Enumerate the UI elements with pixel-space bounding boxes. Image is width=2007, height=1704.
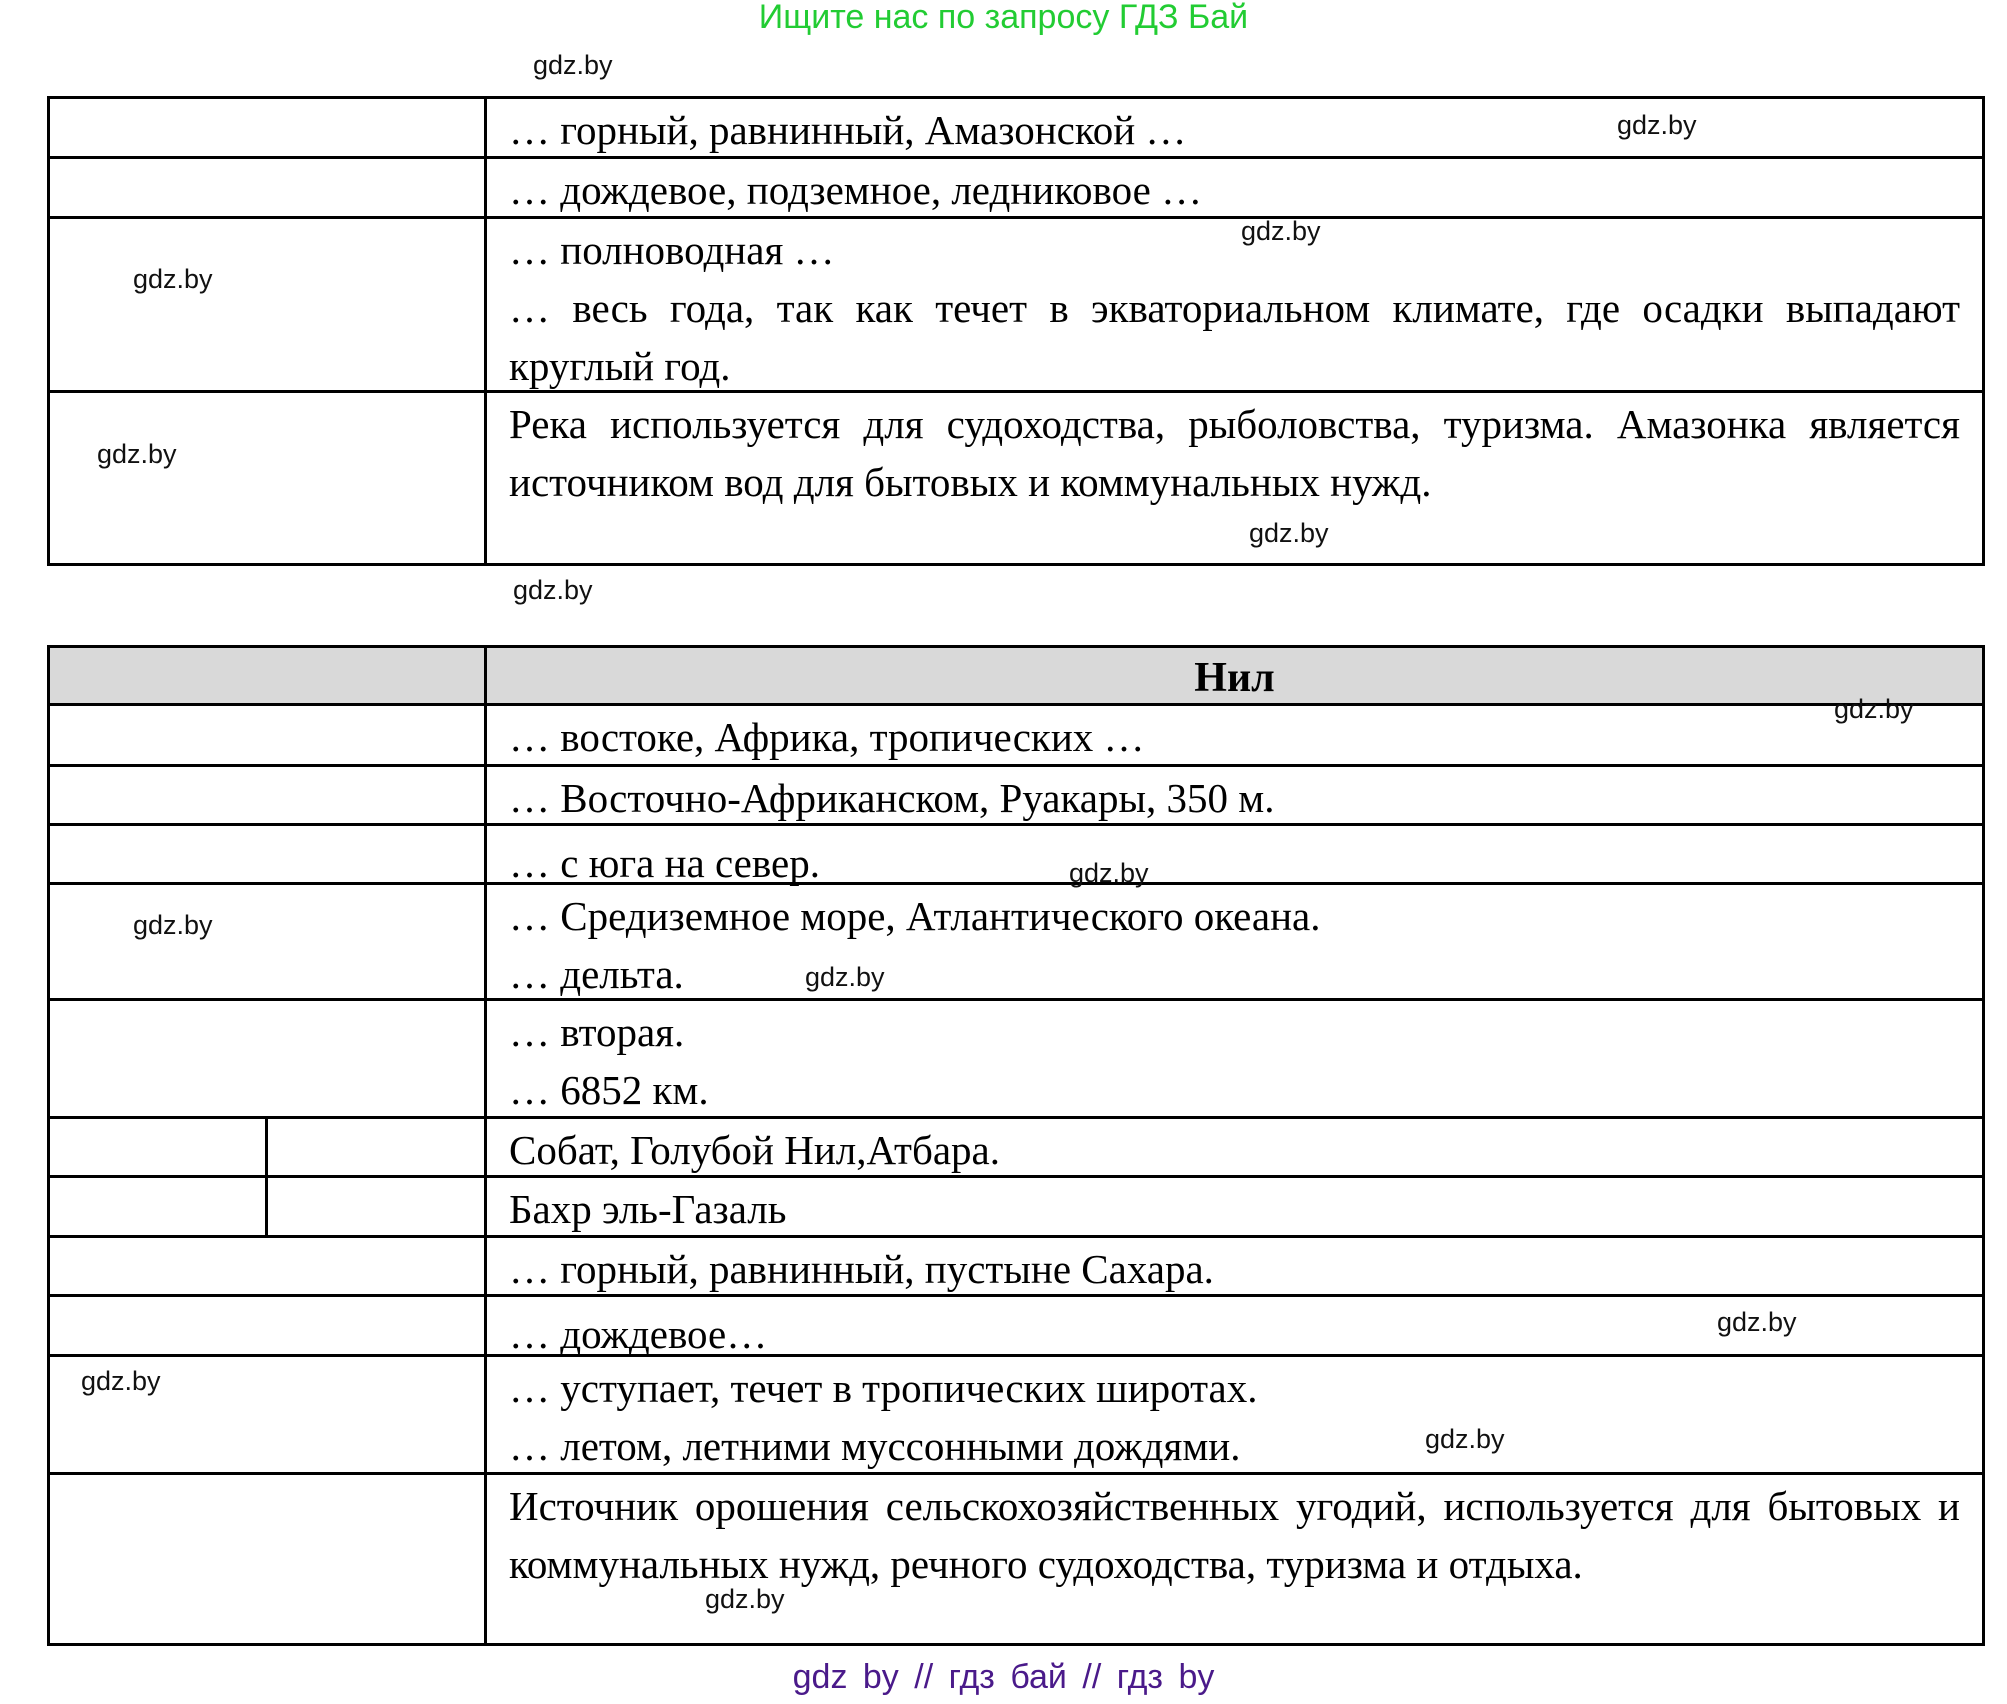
value-cell: … горный, равнинный, Амазонской … bbox=[509, 107, 1187, 153]
table-row bbox=[50, 159, 1982, 219]
table-row bbox=[50, 826, 1982, 888]
value-cell: Собат, Голубой Нил,Атбара. bbox=[509, 1127, 1000, 1173]
table-row bbox=[50, 1357, 1982, 1475]
label-cell bbox=[50, 393, 487, 563]
label-cell bbox=[50, 706, 487, 764]
value-cell: … Восточно-Африканском, Руакары, 350 м. bbox=[509, 775, 1275, 821]
value-cell: … с юга на север. bbox=[509, 840, 820, 886]
value-cell: … полноводная … … весь года, так как течет в экваториальном климате, где осадки выпадают круглый год. bbox=[509, 227, 1960, 389]
amazon-table bbox=[47, 96, 1985, 566]
table-header-row bbox=[50, 648, 1982, 706]
watermark: gdz.by bbox=[1717, 1307, 1797, 1337]
label-cell bbox=[50, 767, 487, 823]
table-row bbox=[50, 767, 1982, 826]
value-cell: Источник орошения сельскохозяйственных угодий, используется для бытовых и коммунальных нужд, речного судоходства, туризма и отдыха. bbox=[509, 1483, 1960, 1587]
watermark: gdz.by bbox=[81, 1366, 161, 1396]
table-row bbox=[50, 1178, 1982, 1238]
watermark: gdz.by bbox=[533, 50, 613, 80]
label-cell-group bbox=[50, 1178, 268, 1235]
watermark: gdz.by bbox=[1617, 110, 1697, 140]
value-cell: … уступает, течет в тропических широтах. … летом, летними муссонными дождями. bbox=[509, 1365, 1258, 1469]
label-cell bbox=[50, 1475, 487, 1643]
table-row bbox=[50, 885, 1982, 1001]
table-row bbox=[50, 1475, 1982, 1643]
table-row bbox=[50, 99, 1982, 159]
value-cell: … востоке, Африка, тропических … bbox=[509, 714, 1145, 760]
watermark: gdz.by bbox=[1834, 694, 1914, 724]
value-cell: … дождевое… bbox=[509, 1311, 768, 1357]
watermark: gdz.by bbox=[705, 1584, 785, 1614]
nile-table bbox=[47, 645, 1985, 1646]
watermark: gdz.by bbox=[1241, 216, 1321, 246]
label-cell bbox=[50, 99, 487, 156]
watermark: gdz.by bbox=[513, 575, 593, 605]
label-cell bbox=[50, 885, 487, 998]
watermark: gdz.by bbox=[133, 910, 213, 940]
header-label-cell bbox=[50, 648, 487, 703]
value-cell: … вторая. … 6852 км. bbox=[509, 1009, 709, 1113]
label-cell bbox=[50, 1001, 487, 1116]
table-row bbox=[50, 216, 1982, 393]
table-row bbox=[50, 393, 1982, 563]
label-cell bbox=[50, 826, 487, 882]
table-row bbox=[50, 706, 1982, 767]
table-row bbox=[50, 1119, 1982, 1178]
value-cell: Бахр эль-Газаль bbox=[509, 1186, 787, 1232]
watermark: gdz.by bbox=[805, 962, 885, 992]
label-cell bbox=[50, 1297, 487, 1354]
sublabel-cell bbox=[268, 1119, 487, 1175]
table-row bbox=[50, 1001, 1982, 1119]
footer-links: gdz by // гдз бай // гдз by bbox=[792, 1658, 1215, 1696]
search-banner: Ищите нас по запросу ГДЗ Бай bbox=[758, 0, 1249, 36]
value-cell: … дождевое, подземное, ледниковое … bbox=[509, 167, 1203, 213]
label-cell-group bbox=[50, 1119, 268, 1175]
label-cell bbox=[50, 219, 487, 390]
label-cell bbox=[50, 1238, 487, 1294]
value-cell: … Средиземное море, Атлантического океана. … дельта. bbox=[509, 893, 1321, 997]
watermark: gdz.by bbox=[1069, 858, 1149, 888]
watermark: gdz.by bbox=[1425, 1424, 1505, 1454]
table-row bbox=[50, 1297, 1982, 1357]
value-cell: Река используется для судоходства, рыболовства, туризма. Амазонка является источником вод для бытовых и коммунальных нужд. bbox=[509, 401, 1960, 505]
header-title: Нил bbox=[1194, 655, 1275, 701]
value-cell: … горный, равнинный, пустыне Сахара. bbox=[509, 1246, 1214, 1292]
table-row bbox=[50, 1238, 1982, 1297]
watermark: gdz.by bbox=[1249, 518, 1329, 548]
label-cell bbox=[50, 159, 487, 216]
sublabel-cell bbox=[268, 1178, 487, 1235]
watermark: gdz.by bbox=[133, 264, 213, 294]
watermark: gdz.by bbox=[97, 439, 177, 469]
